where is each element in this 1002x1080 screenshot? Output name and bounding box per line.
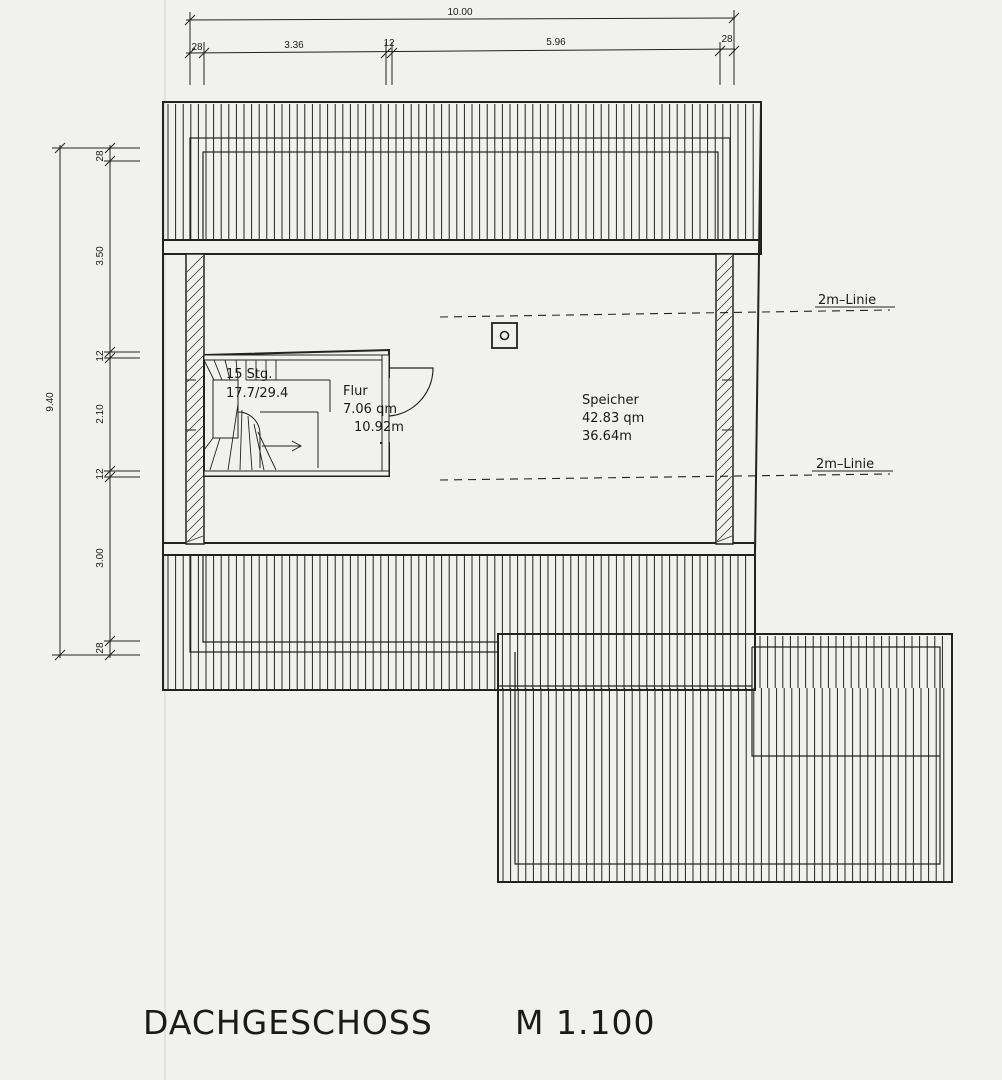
upper-2m-line-label: 2m–Linie — [818, 293, 877, 308]
roof-slope-north — [163, 102, 761, 242]
top-dimension-chain — [185, 10, 739, 85]
dim-top-seg-4: 5.96 — [546, 37, 566, 48]
flur-perimeter: 10.92m — [354, 420, 404, 435]
dim-left-seg-6: 3.00 — [95, 548, 106, 568]
lower-2m-line-label: 2m–Linie — [816, 457, 875, 472]
chimney — [492, 323, 517, 348]
dim-left-seg-1: 28 — [95, 150, 106, 162]
dim-left-seg-4: 2.10 — [95, 404, 106, 424]
dim-top-seg-3: 12 — [383, 38, 395, 49]
dim-top-total: 10.00 — [447, 7, 473, 18]
flur-name: Flur — [343, 384, 368, 399]
dim-left-seg-7: 28 — [95, 642, 106, 654]
speicher-name: Speicher — [582, 393, 639, 408]
drawing-scale: M 1.100 — [515, 1003, 656, 1042]
speicher-area: 42.83 qm — [582, 411, 645, 426]
height-2m-lines — [440, 310, 890, 480]
stair-steps-label: 15 Stg. — [226, 367, 273, 382]
left-dimension-chain — [52, 143, 140, 660]
speicher-perimeter: 36.64m — [582, 429, 632, 444]
dim-top-seg-1: 28 — [191, 42, 203, 53]
roof-slope-south — [163, 554, 755, 690]
dim-left-seg-5: 12 — [95, 468, 106, 480]
drawing-title: DACHGESCHOSS — [143, 1003, 433, 1042]
dim-left-seg-2: 3.50 — [95, 246, 106, 266]
dim-left-total: 9.40 — [45, 392, 56, 412]
dim-top-seg-5: 28 — [721, 34, 733, 45]
flur-area: 7.06 qm — [343, 402, 397, 417]
roof-slope-wing — [498, 634, 952, 882]
stair-ratio-label: 17.7/29.4 — [226, 386, 289, 401]
dim-top-seg-2: 3.36 — [284, 40, 304, 51]
dim-left-seg-3: 12 — [95, 350, 106, 362]
